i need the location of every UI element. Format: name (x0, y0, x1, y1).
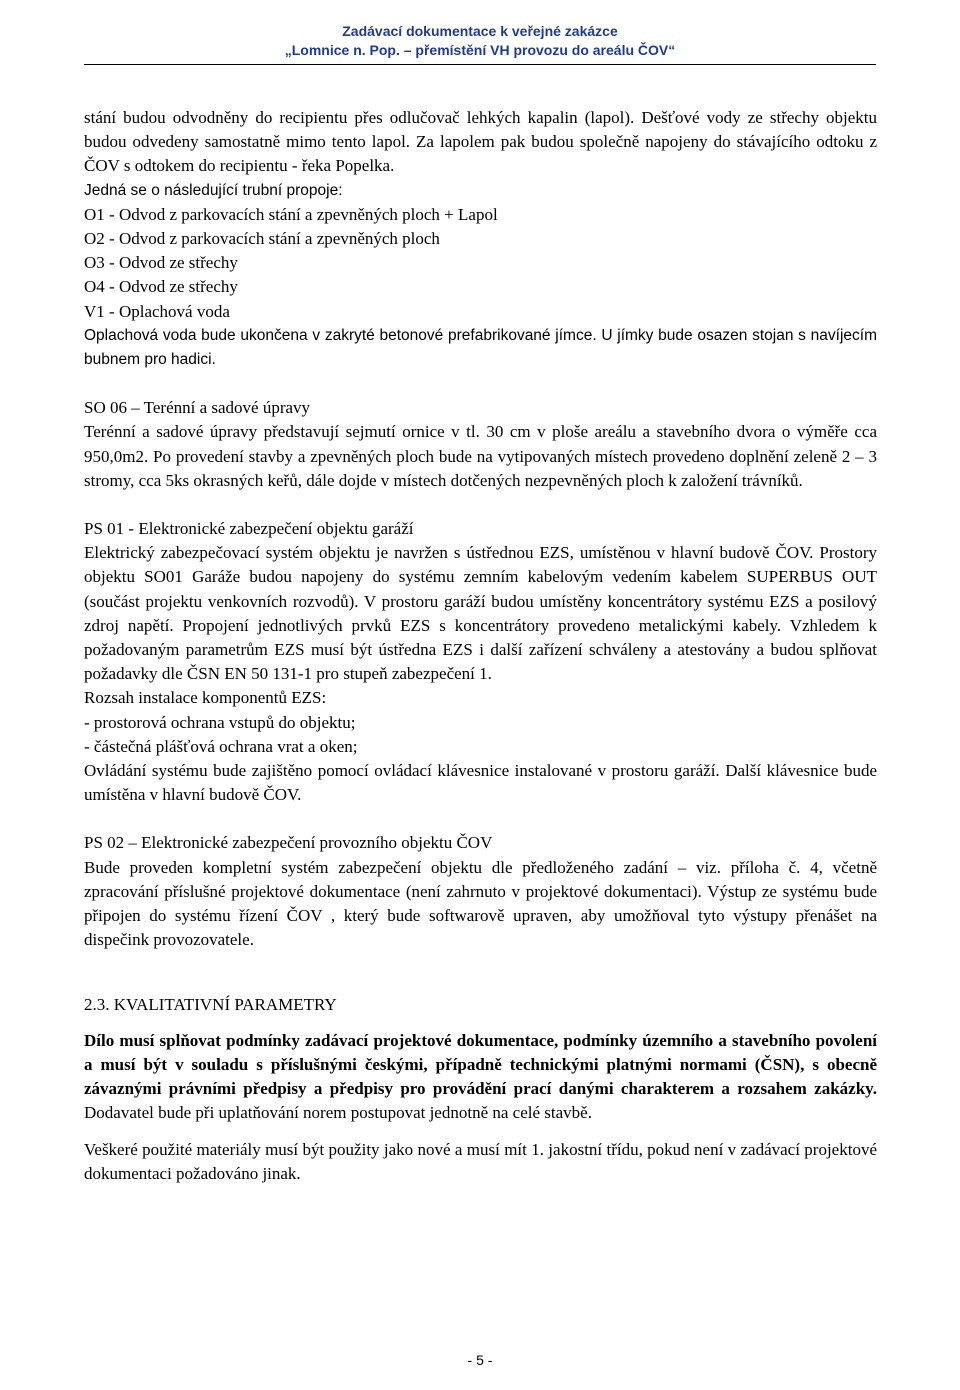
quality-normal-text: Dodavatel bude při uplatňování norem postupovat jednotně na celé stavbě. (84, 1103, 592, 1123)
pipe-item-o4: O4 - Odvod ze střechy (84, 277, 238, 297)
ps01-scope-lead: Rozsah instalace komponentů EZS: (84, 688, 327, 708)
quality-paragraph (84, 1029, 877, 1126)
header-divider (84, 64, 876, 65)
so06-paragraph: Terénní a sadové úpravy představují sejmutí ornice v tl. 30 cm v ploše areálu a stavebního dvora o výměře cca 950,0m2. Po provedení stavby a zpevněných ploch bude na vytipovaných místech provedeno doplnění zeleně 2 – 3 stromy, cca 5ks okrasných keřů, dále dojde v místech dotčených nezpevněných ploch k založení trávníků. (84, 422, 877, 490)
page-number: - 5 - (467, 1352, 493, 1368)
pipe-item-o3: O3 - Odvod ze střechy (84, 253, 238, 273)
ps01-scope-item: - prostorová ochrana vstupů do objektu; (84, 712, 356, 732)
intro-paragraph: stání budou odvodněny do recipientu přes odlučovač lehkých kapalin (lapol). Dešťové vody ze střechy objektu budou odvedeny samostatně mimo tento lapol. Za lapolem pak budou společně napojeny do stávajícího odtoku z ČOV s odtokem do recipientu - řeka Popelka. (84, 108, 877, 176)
ps02-heading: PS 02 – Elektronické zabezpečení provozního objektu ČOV (84, 833, 493, 853)
section-2-3-heading: 2.3. KVALITATIVNÍ PARAMETRY (84, 994, 337, 1014)
pipe-item-o2: O2 - Odvod z parkovacích stání a zpevněných ploch (84, 229, 440, 249)
ps01-heading: PS 01 - Elektronické zabezpečení objektu garáží (84, 519, 414, 539)
rinse-water-paragraph: Oplachová voda bude ukončena v zakryté betonové prefabrikované jímce. U jímky bude osazen stojan s navíjecím bubnem pro hadici. (84, 326, 877, 369)
ps01-control-paragraph: Ovládání systému bude zajištěno pomocí ovládací klávesnice instalované v prostoru garáží. Další klávesnice bude umístěna v hlavní budově ČOV. (84, 761, 877, 805)
header-project-name: „Lomnice n. Pop. – přemístění VH provozu do areálu ČOV“ (284, 42, 676, 58)
header-title: Zadávací dokumentace k veřejné zakázce (342, 23, 618, 39)
pipe-item-v1: V1 - Oplachová voda (84, 301, 230, 321)
document-body (84, 106, 877, 1186)
ps02-paragraph: Bude proveden kompletní systém zabezpečení objektu dle předloženého zadání – viz. příloha č. 4, včetně zpracování příslušné projektové dokumentace (není zahrnuto v projektové dokumentaci). Výstup ze systému bude připojen do systému řízení ČOV , který bude softwarově upraven, aby umožňoval tyto výstupy přenášet na dispečink provozovatele. (84, 857, 877, 950)
quality-bold-text: Dílo musí splňovat podmínky zadávací projektové dokumentace, podmínky územního a stavebního povolení a musí být v souladu s příslušnými českými, případně technickými platnými normami (ČSN), s obecně závaznými právními předpisy a předpisy pro provádění prací danými charakterem a rozsahem zakázky. (84, 1030, 877, 1099)
ps01-paragraph: Elektrický zabezpečovací systém objektu je navržen s ústřednou EZS, umístěnou v hlavní budově ČOV. Prostory objektu SO01 Garáže budou napojeny do systému zemním kabelovým vedením kabelem SUPERBUS OUT (součást projektu venkovních rozvodů). V prostoru garáží budou umístěny koncentrátory systému EZS a posilový zdroj napětí. Propojení jednotlivých prvků EZS s koncentrátory provedeno metalickými kabely. Vzhledem k požadovaným parametrům EZS musí být ústředna EZS i další zařízení schváleny a atestovány a budou splňovat požadavky dle ČSN EN 50 131-1 pro stupeň zabezpečení 1. (84, 543, 877, 684)
pipe-list-lead: Jedná se o následující trubní propoje: (84, 181, 343, 199)
page-header (0, 22, 960, 60)
materials-paragraph: Veškeré použité materiály musí být použity jako nové a musí mít 1. jakostní třídu, pokud není v zadávací projektové dokumentaci požadováno jinak. (84, 1139, 877, 1183)
so06-heading: SO 06 – Terénní a sadové úpravy (84, 398, 311, 418)
ps01-scope-item: - částečná plášťová ochrana vrat a oken; (84, 736, 358, 756)
pipe-item-o1: O1 - Odvod z parkovacích stání a zpevněných ploch + Lapol (84, 204, 498, 224)
